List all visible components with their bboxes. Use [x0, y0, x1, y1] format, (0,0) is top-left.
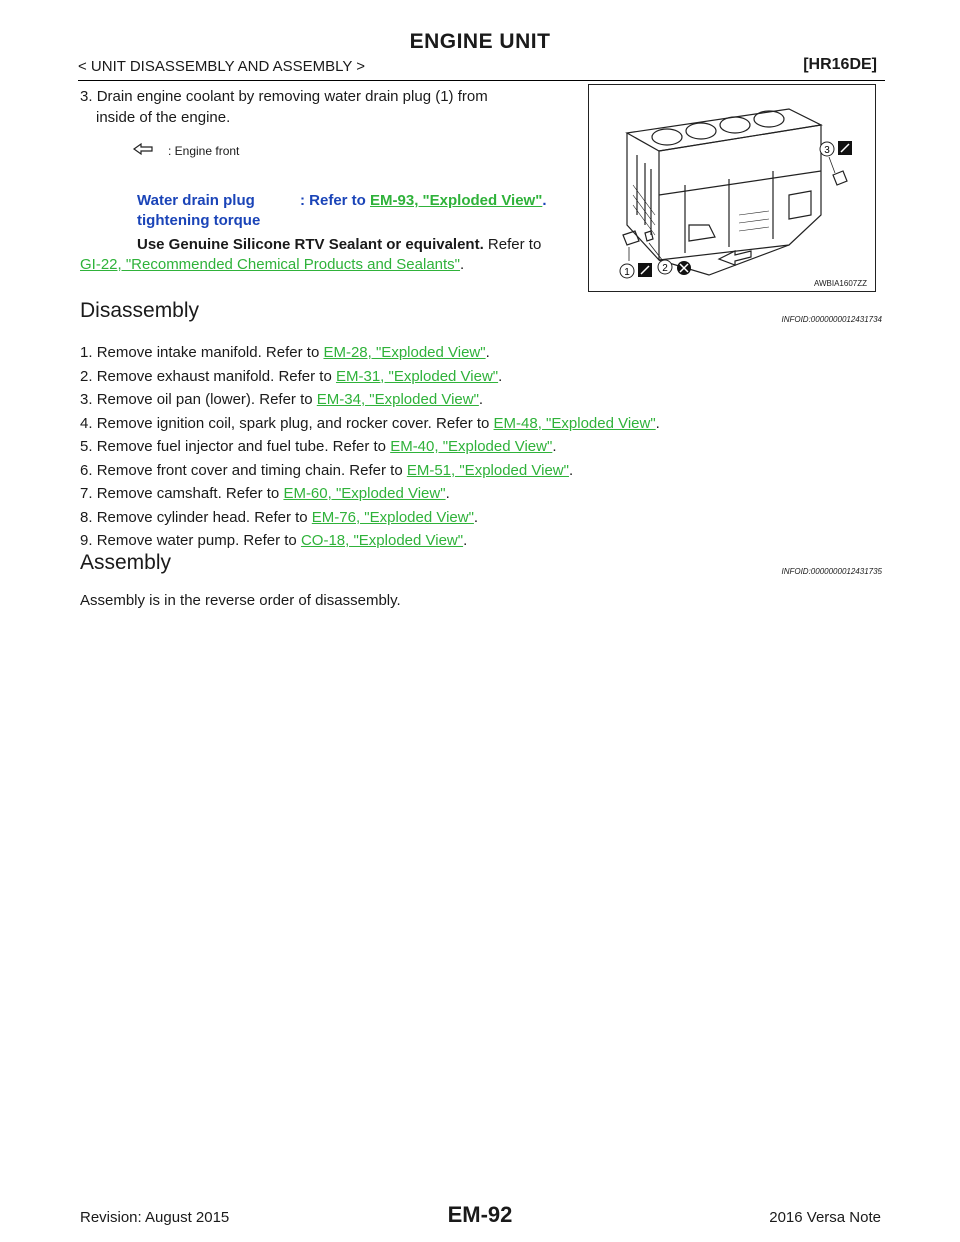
callout-2-label: 2 [662, 263, 668, 274]
disassembly-heading: Disassembly [80, 299, 200, 322]
sealant-reference-suffix: . [460, 256, 465, 273]
assembly-heading: Assembly [80, 551, 172, 574]
step-reference-link[interactable]: EM-60, "Exploded View" [283, 485, 446, 502]
torque-value-prefix: : Refer to [300, 192, 371, 209]
engine-model: [HR16DE] [803, 56, 877, 73]
callout-3-label: 3 [824, 145, 830, 156]
footer-revision: Revision: August 2015 [80, 1209, 230, 1226]
disassembly-step: 4. Remove ignition coil, spark plug, and rocker cover. Refer to EM-48, "Exploded View". [80, 414, 660, 432]
step-3-number: 3. [80, 88, 93, 105]
callout-1 [620, 263, 652, 278]
step-reference-link[interactable]: EM-48, "Exploded View" [493, 414, 656, 432]
step-3-text-line2: inside of the engine. [96, 109, 231, 126]
footer-model: 2016 Versa Note [769, 1209, 881, 1226]
callout-2 [658, 260, 691, 275]
page-title: ENGINE UNIT [409, 30, 551, 53]
step-3 [80, 86, 576, 128]
assembly-infoid: INFOID:0000000012431735 [781, 567, 882, 576]
disassembly-step: 9. Remove water pump. Refer to CO-18, "Exploded View". [80, 532, 468, 549]
sealant-reference [80, 256, 464, 273]
step-reference-link[interactable]: EM-76, "Exploded View" [311, 508, 474, 526]
disassembly-step: 7. Remove camshaft. Refer to EM-60, "Exploded View". [80, 485, 450, 502]
disassembly-step: 2. Remove exhaust manifold. Refer to EM-31, "Exploded View". [80, 367, 503, 385]
torque-label [137, 191, 287, 231]
footer-page-number: EM-92 [447, 1202, 513, 1227]
section-breadcrumb: < UNIT DISASSEMBLY AND ASSEMBLY > [78, 58, 366, 75]
sealant-reference-link[interactable]: GI-22, "Recommended Chemical Products and Sealants" [80, 256, 461, 273]
engine-front-arrow-icon [132, 142, 154, 159]
torque-label-line1: Water drain plug [137, 192, 255, 209]
assembly-text: Assembly is in the reverse order of disassembly. [80, 592, 401, 609]
torque-value-suffix: . [542, 192, 547, 209]
disassembly-steps [80, 341, 660, 553]
step-reference-link[interactable]: EM-31, "Exploded View" [335, 367, 499, 385]
disassembly-step: 8. Remove cylinder head. Refer to EM-76, "Exploded View". [80, 508, 479, 526]
disassembly-infoid: INFOID:0000000012431734 [781, 315, 882, 324]
step-reference-link[interactable]: CO-18, "Exploded View" [300, 532, 464, 549]
legend [132, 142, 239, 159]
step-3-text-line1: Drain engine coolant by removing water drain plug (1) from [96, 88, 488, 105]
step-reference-link[interactable]: EM-28, "Exploded View" [323, 344, 486, 361]
step-reference-link[interactable]: EM-34, "Exploded View" [316, 391, 479, 408]
callout-1-label: 1 [624, 267, 630, 278]
disassembly-step: 1. Remove intake manifold. Refer to EM-28, "Exploded View". [80, 344, 490, 361]
header-divider [78, 80, 885, 81]
sealant-note-bold: Use Genuine Silicone RTV Sealant or equivalent. [137, 236, 484, 253]
step-reference-link[interactable]: EM-51, "Exploded View" [406, 461, 569, 479]
engine-block-figure [588, 84, 876, 292]
disassembly-step: 6. Remove front cover and timing chain. Refer to EM-51, "Exploded View". [80, 461, 574, 479]
step-reference-link[interactable]: EM-40, "Exploded View" [390, 438, 553, 455]
torque-reference-link[interactable]: EM-93, "Exploded View" [370, 192, 543, 209]
disassembly-step: 5. Remove fuel injector and fuel tube. Refer to EM-40, "Exploded View". [80, 438, 557, 455]
figure-id: AWBIA1607ZZ [813, 279, 867, 288]
torque-value [300, 191, 547, 211]
engine-block-illustration [589, 85, 874, 290]
legend-text: : Engine front [168, 143, 240, 158]
callout-3 [820, 141, 852, 156]
torque-label-line2: tightening torque [137, 212, 261, 229]
disassembly-step: 3. Remove oil pan (lower). Refer to EM-34, "Exploded View". [80, 391, 484, 408]
sealant-note [137, 234, 577, 255]
sealant-note-text: Refer to [483, 236, 542, 253]
